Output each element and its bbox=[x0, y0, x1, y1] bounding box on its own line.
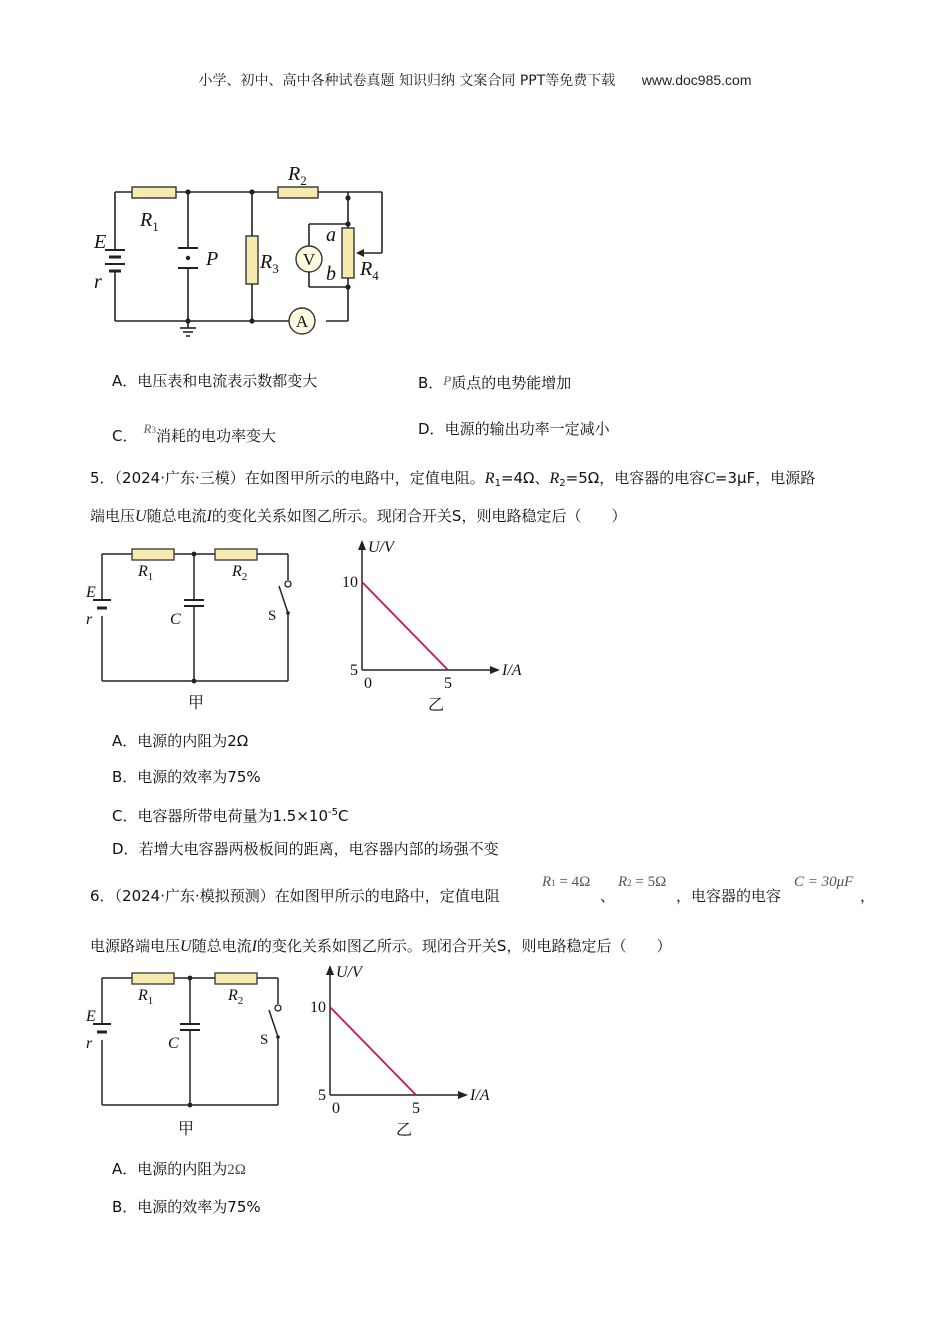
q6-eq-r2: R2 = 5Ω bbox=[618, 874, 667, 890]
header-text: 小学、初中、高中各种试卷真题 知识归纳 文案合同 PPT等免费下载 bbox=[198, 73, 616, 89]
q4-option-c[interactable]: C． R3消耗的电功率变大 bbox=[112, 421, 276, 445]
fig-label-jia: 甲 bbox=[188, 695, 205, 712]
q6-stem-line1b: ，电容器的电容 bbox=[676, 887, 782, 905]
page-header bbox=[0, 70, 950, 90]
q5-option-d[interactable]: D．若增大电容器两极板间的距离，电容器内部的场强不变 bbox=[112, 840, 499, 858]
q6-stem-line1c: ， bbox=[860, 887, 876, 905]
x-axis-arrow bbox=[458, 1091, 468, 1099]
q5-option-a[interactable]: A．电源的内阻为2Ω bbox=[112, 732, 249, 750]
y-axis-arrow bbox=[326, 965, 334, 975]
q5-option-b[interactable]: B．电源的效率为75% bbox=[112, 768, 261, 786]
y-tick-label: 5 bbox=[350, 662, 358, 679]
y-tick-label: 10 bbox=[342, 574, 358, 591]
circuit-diagram-q6 bbox=[80, 962, 310, 1142]
q4-option-d[interactable]: D．电源的输出功率一定减小 bbox=[418, 420, 610, 438]
svg-text:r: r bbox=[86, 1035, 93, 1052]
label-r4: $R_4$ bbox=[360, 258, 379, 283]
y-tick-label: 10 bbox=[310, 999, 326, 1016]
svg-text:S: S bbox=[268, 608, 277, 624]
label-r: r bbox=[94, 271, 102, 293]
x-axis-label: I/A bbox=[470, 1087, 490, 1104]
x-tick-label: 0 bbox=[364, 675, 372, 692]
circuit-diagram-q4 bbox=[80, 150, 410, 345]
x-tick-label: 5 bbox=[444, 675, 452, 692]
svg-text:E: E bbox=[86, 584, 96, 601]
x-tick-label: 5 bbox=[412, 1100, 420, 1117]
q6-stem-line2: 电源路端电压U随总电流I的变化关系如图乙所示。现闭合开关S，则电路稳定后（ ） bbox=[90, 937, 672, 955]
svg-text:S: S bbox=[260, 1032, 269, 1048]
q4-option-a[interactable]: A．电压表和电流表示数都变大 bbox=[112, 372, 318, 390]
q6-sep: 、 bbox=[600, 887, 616, 905]
label-r3: $R_3$ bbox=[260, 251, 279, 276]
label-a: a bbox=[326, 224, 336, 246]
svg-text:R2: $R_2$ bbox=[232, 563, 248, 583]
fig-label-yi: 乙 bbox=[428, 697, 445, 714]
q5-stem-line1: 5．（2024·广东·三模）在如图甲所示的电路中，定值电阻。$R_1=4\Omega$、$R_2=5\Omega$，电容器的电容C=3μF，电源路 bbox=[90, 469, 816, 489]
svg-text:C: C bbox=[168, 1035, 179, 1052]
q5-stem-line2: 端电压U随总电流I的变化关系如图乙所示。现闭合开关S，则电路稳定后（ ） bbox=[90, 507, 627, 525]
y-axis-label: U/V bbox=[336, 964, 362, 981]
y-axis-label: U/V bbox=[368, 539, 394, 556]
x-tick-label: 0 bbox=[332, 1100, 340, 1117]
svg-text:r: r bbox=[86, 611, 93, 628]
q6-stem-line1: 6．（2024·广东·模拟预测）在如图甲所示的电路中，定值电阻 bbox=[90, 887, 500, 905]
header-url[interactable]: www.doc985.com bbox=[641, 72, 752, 88]
y-tick-label: 5 bbox=[318, 1087, 326, 1104]
svg-text:R2: $R_2$ bbox=[228, 987, 244, 1007]
fig-label-yi: 乙 bbox=[396, 1122, 413, 1139]
circuit-diagram-q5 bbox=[80, 538, 310, 718]
q5-option-c[interactable]: C．电容器所带电荷量为$1.5\times 10^{-5}C$ bbox=[112, 807, 349, 825]
svg-text:C: C bbox=[170, 611, 181, 628]
x-axis-label: I/A bbox=[502, 662, 522, 679]
ui-graph-q5 bbox=[330, 530, 540, 720]
label-p: P bbox=[206, 248, 219, 270]
y-axis-arrow bbox=[358, 540, 366, 550]
ammeter-label: A bbox=[295, 312, 309, 331]
label-e: E bbox=[94, 231, 107, 253]
svg-text:R1: $R_1$ bbox=[138, 563, 154, 583]
q6-eq-c: C = 30μF bbox=[794, 874, 854, 890]
label-r1: $R_1$ bbox=[140, 209, 159, 234]
fig-label-jia-q6: 甲 bbox=[178, 1121, 195, 1138]
ui-line bbox=[330, 1007, 416, 1095]
ui-line bbox=[362, 582, 448, 670]
voltmeter-label: V bbox=[302, 250, 316, 269]
q4-option-b[interactable]: B．P质点的电势能增加 bbox=[418, 373, 572, 392]
svg-text:E: E bbox=[86, 1008, 96, 1025]
ui-graph-q6 bbox=[298, 955, 508, 1145]
q6-eq-r1: R1 = 4Ω bbox=[542, 874, 591, 890]
q6-option-a[interactable]: A．电源的内阻为2Ω bbox=[112, 1160, 246, 1178]
label-r2: $R_2$ bbox=[288, 163, 307, 188]
x-axis-arrow bbox=[490, 666, 500, 674]
svg-text:R1: $R_1$ bbox=[138, 987, 154, 1007]
label-b: b bbox=[326, 263, 336, 285]
q6-option-b[interactable]: B．电源的效率为75% bbox=[112, 1198, 261, 1216]
